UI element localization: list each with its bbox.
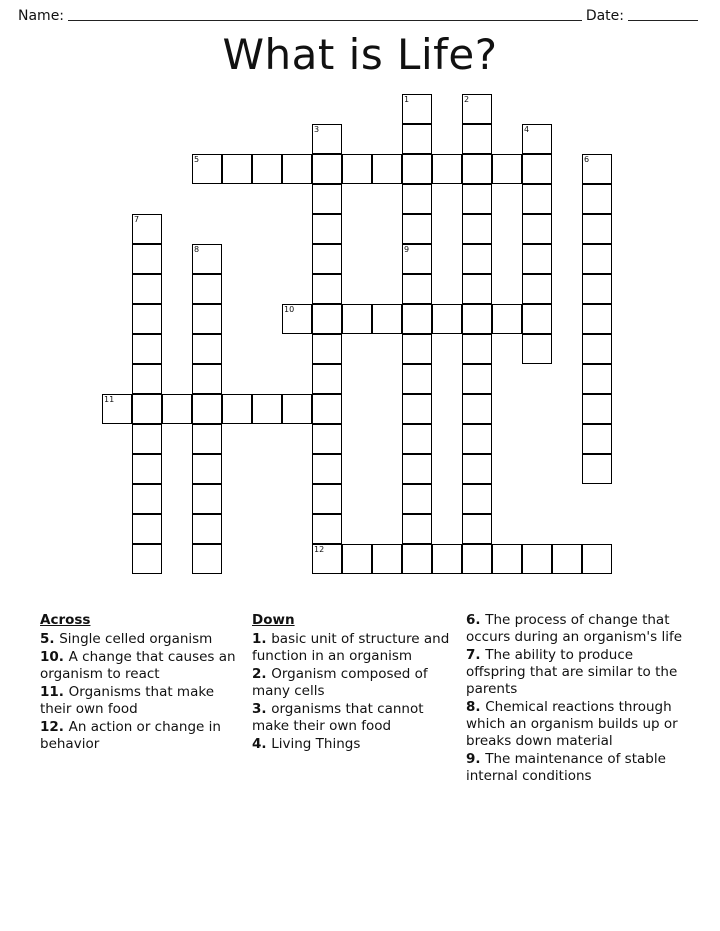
- crossword-cell[interactable]: [402, 244, 432, 274]
- down-heading: Down: [252, 612, 295, 628]
- crossword-cell[interactable]: [312, 544, 342, 574]
- clue-number: 9.: [466, 751, 486, 767]
- crossword-cell[interactable]: [312, 334, 342, 364]
- clue-text: A change that causes an organism to react: [40, 649, 236, 682]
- cell-number: 6: [584, 155, 590, 164]
- cell-number: 1: [404, 95, 410, 104]
- crossword-cell[interactable]: [522, 304, 552, 334]
- cell-number: 7: [134, 215, 140, 224]
- cell-number: 3: [314, 125, 320, 134]
- down-column-continued: [466, 612, 688, 786]
- crossword-cell[interactable]: [192, 394, 222, 424]
- clue-item: [40, 684, 240, 718]
- clue-text: Chemical reactions through which an organism builds up or breaks down material: [466, 699, 678, 749]
- down-column: [252, 612, 452, 754]
- clue-item: [40, 631, 240, 648]
- crossword-cell[interactable]: [312, 364, 342, 394]
- crossword-cell[interactable]: [462, 514, 492, 544]
- crossword-cell[interactable]: [462, 454, 492, 484]
- clue-text: The process of change that occurs during an organism's life: [466, 612, 682, 645]
- crossword-cell[interactable]: [132, 244, 162, 274]
- crossword-cell[interactable]: [582, 184, 612, 214]
- crossword-cell[interactable]: [192, 154, 222, 184]
- clue-item: [466, 699, 688, 750]
- crossword-cell[interactable]: [462, 484, 492, 514]
- crossword-cell[interactable]: [582, 394, 612, 424]
- crossword-cell[interactable]: [582, 304, 612, 334]
- crossword-cell[interactable]: [522, 184, 552, 214]
- crossword-cell[interactable]: [492, 304, 522, 334]
- crossword-cell[interactable]: [342, 154, 372, 184]
- crossword-cell[interactable]: [462, 394, 492, 424]
- name-date-line: [18, 4, 702, 24]
- across-heading: Across: [40, 612, 91, 628]
- crossword-cell[interactable]: [462, 304, 492, 334]
- date-write-line[interactable]: [628, 19, 698, 21]
- crossword-cell[interactable]: [372, 544, 402, 574]
- crossword-cell[interactable]: [312, 154, 342, 184]
- clue-item: [40, 649, 240, 683]
- crossword-grid[interactable]: [0, 88, 720, 608]
- clue-text: Organisms that make their own food: [40, 684, 214, 717]
- crossword-cell[interactable]: [462, 364, 492, 394]
- clue-number: 6.: [466, 612, 486, 628]
- crossword-cell[interactable]: [192, 454, 222, 484]
- crossword-cell[interactable]: [372, 304, 402, 334]
- crossword-cell[interactable]: [342, 544, 372, 574]
- clue-number: 4.: [252, 736, 272, 752]
- name-write-line[interactable]: [68, 19, 582, 21]
- clue-item: [466, 751, 688, 785]
- crossword-cell[interactable]: [192, 484, 222, 514]
- clue-number: 2.: [252, 666, 272, 682]
- crossword-cell[interactable]: [462, 424, 492, 454]
- crossword-cell[interactable]: [522, 544, 552, 574]
- crossword-cell[interactable]: [132, 304, 162, 334]
- crossword-cell[interactable]: [522, 244, 552, 274]
- crossword-cell[interactable]: [462, 214, 492, 244]
- crossword-cell[interactable]: [222, 394, 252, 424]
- clue-number: 7.: [466, 647, 486, 663]
- crossword-cell[interactable]: [462, 544, 492, 574]
- crossword-cell[interactable]: [282, 154, 312, 184]
- crossword-cell[interactable]: [132, 514, 162, 544]
- crossword-cell[interactable]: [312, 214, 342, 244]
- date-label: Date:: [585, 8, 624, 24]
- crossword-cell[interactable]: [492, 544, 522, 574]
- crossword-cell[interactable]: [192, 514, 222, 544]
- clue-item: [466, 647, 688, 698]
- crossword-cell[interactable]: [552, 544, 582, 574]
- crossword-cell[interactable]: [132, 424, 162, 454]
- crossword-cell[interactable]: [522, 274, 552, 304]
- crossword-cell[interactable]: [132, 454, 162, 484]
- crossword-cell[interactable]: [312, 244, 342, 274]
- crossword-cell[interactable]: [102, 394, 132, 424]
- crossword-cell[interactable]: [402, 214, 432, 244]
- crossword-cell[interactable]: [582, 244, 612, 274]
- crossword-cell[interactable]: [402, 154, 432, 184]
- crossword-cell[interactable]: [582, 274, 612, 304]
- crossword-cell[interactable]: [402, 304, 432, 334]
- down-clue-list-continued: [466, 612, 688, 785]
- across-column: [40, 612, 240, 754]
- page-title: What is Life?: [222, 30, 498, 79]
- crossword-cell[interactable]: [132, 274, 162, 304]
- crossword-cell[interactable]: [192, 244, 222, 274]
- crossword-cell[interactable]: [312, 454, 342, 484]
- crossword-cell[interactable]: [462, 274, 492, 304]
- crossword-cell[interactable]: [462, 154, 492, 184]
- down-clue-list: [252, 631, 452, 753]
- crossword-cell[interactable]: [402, 424, 432, 454]
- crossword-cell[interactable]: [582, 424, 612, 454]
- clue-item: [40, 719, 240, 753]
- crossword-cell[interactable]: [312, 514, 342, 544]
- crossword-cell[interactable]: [432, 304, 462, 334]
- cell-number: 10: [284, 305, 295, 314]
- crossword-cell[interactable]: [312, 274, 342, 304]
- crossword-cell[interactable]: [582, 544, 612, 574]
- cell-number: 12: [314, 545, 325, 554]
- crossword-cell[interactable]: [522, 154, 552, 184]
- clue-text: Organism composed of many cells: [252, 666, 428, 699]
- crossword-cell[interactable]: [132, 214, 162, 244]
- clue-text: The maintenance of stable internal conditions: [466, 751, 666, 784]
- crossword-cell[interactable]: [192, 304, 222, 334]
- crossword-cell[interactable]: [432, 544, 462, 574]
- crossword-cell[interactable]: [312, 394, 342, 424]
- clue-item: [252, 736, 452, 753]
- crossword-cell[interactable]: [222, 154, 252, 184]
- clue-text: organisms that cannot make their own food: [252, 701, 424, 734]
- crossword-cell[interactable]: [372, 154, 402, 184]
- crossword-cell[interactable]: [132, 334, 162, 364]
- crossword-cell[interactable]: [402, 454, 432, 484]
- crossword-cell[interactable]: [312, 484, 342, 514]
- across-clue-list: [40, 631, 240, 753]
- crossword-cell[interactable]: [132, 484, 162, 514]
- name-label: Name:: [18, 8, 65, 24]
- cell-number: 5: [194, 155, 200, 164]
- clue-text: Single celled organism: [59, 631, 213, 647]
- crossword-cell[interactable]: [462, 184, 492, 214]
- crossword-cell[interactable]: [282, 304, 312, 334]
- clue-number: 1.: [252, 631, 272, 647]
- crossword-cell[interactable]: [402, 334, 432, 364]
- clue-text: The ability to produce offspring that are similar to the parents: [466, 647, 678, 697]
- crossword-cell[interactable]: [582, 454, 612, 484]
- crossword-cell[interactable]: [402, 124, 432, 154]
- clue-item: [466, 612, 688, 646]
- clue-item: [252, 631, 452, 665]
- clue-number: 8.: [466, 699, 486, 715]
- crossword-cell[interactable]: [432, 154, 462, 184]
- cell-number: 9: [404, 245, 410, 254]
- crossword-cell[interactable]: [402, 184, 432, 214]
- crossword-cell[interactable]: [462, 334, 492, 364]
- crossword-cell[interactable]: [132, 394, 162, 424]
- cell-number: 4: [524, 125, 530, 134]
- crossword-cell[interactable]: [252, 154, 282, 184]
- crossword-cell[interactable]: [402, 94, 432, 124]
- crossword-cell[interactable]: [162, 394, 192, 424]
- crossword-cell[interactable]: [402, 394, 432, 424]
- clue-number: 3.: [252, 701, 272, 717]
- crossword-cell[interactable]: [192, 364, 222, 394]
- crossword-cell[interactable]: [402, 274, 432, 304]
- clue-item: [252, 701, 452, 735]
- clue-text: An action or change in behavior: [40, 719, 221, 752]
- cell-number: 11: [104, 395, 115, 404]
- clues-area: [0, 612, 720, 862]
- crossword-cell[interactable]: [492, 154, 522, 184]
- crossword-cell[interactable]: [402, 514, 432, 544]
- crossword-cell[interactable]: [192, 424, 222, 454]
- clue-item: [252, 666, 452, 700]
- clue-number: 12.: [40, 719, 69, 735]
- crossword-cell[interactable]: [462, 94, 492, 124]
- crossword-cell[interactable]: [522, 214, 552, 244]
- crossword-cell[interactable]: [582, 154, 612, 184]
- crossword-cell[interactable]: [312, 124, 342, 154]
- cell-number: 8: [194, 245, 200, 254]
- clue-number: 11.: [40, 684, 69, 700]
- clue-number: 5.: [40, 631, 60, 647]
- clue-text: Living Things: [271, 736, 361, 752]
- crossword-cell[interactable]: [462, 124, 492, 154]
- crossword-cell[interactable]: [252, 394, 282, 424]
- crossword-cell[interactable]: [582, 214, 612, 244]
- crossword-cell[interactable]: [132, 544, 162, 574]
- crossword-cell[interactable]: [402, 544, 432, 574]
- crossword-cell[interactable]: [522, 334, 552, 364]
- crossword-cell[interactable]: [582, 364, 612, 394]
- crossword-cell[interactable]: [192, 274, 222, 304]
- crossword-cell[interactable]: [462, 244, 492, 274]
- crossword-cell[interactable]: [522, 124, 552, 154]
- crossword-cell[interactable]: [312, 424, 342, 454]
- crossword-cell[interactable]: [132, 364, 162, 394]
- clue-number: 10.: [40, 649, 69, 665]
- crossword-cell[interactable]: [402, 484, 432, 514]
- crossword-cell[interactable]: [582, 334, 612, 364]
- cell-number: 2: [464, 95, 470, 104]
- crossword-cell[interactable]: [282, 394, 312, 424]
- crossword-cell[interactable]: [342, 304, 372, 334]
- crossword-cell[interactable]: [192, 334, 222, 364]
- clue-text: basic unit of structure and function in an organism: [252, 631, 450, 664]
- crossword-cell[interactable]: [192, 544, 222, 574]
- crossword-cell[interactable]: [402, 364, 432, 394]
- crossword-cell[interactable]: [312, 184, 342, 214]
- crossword-cell[interactable]: [312, 304, 342, 334]
